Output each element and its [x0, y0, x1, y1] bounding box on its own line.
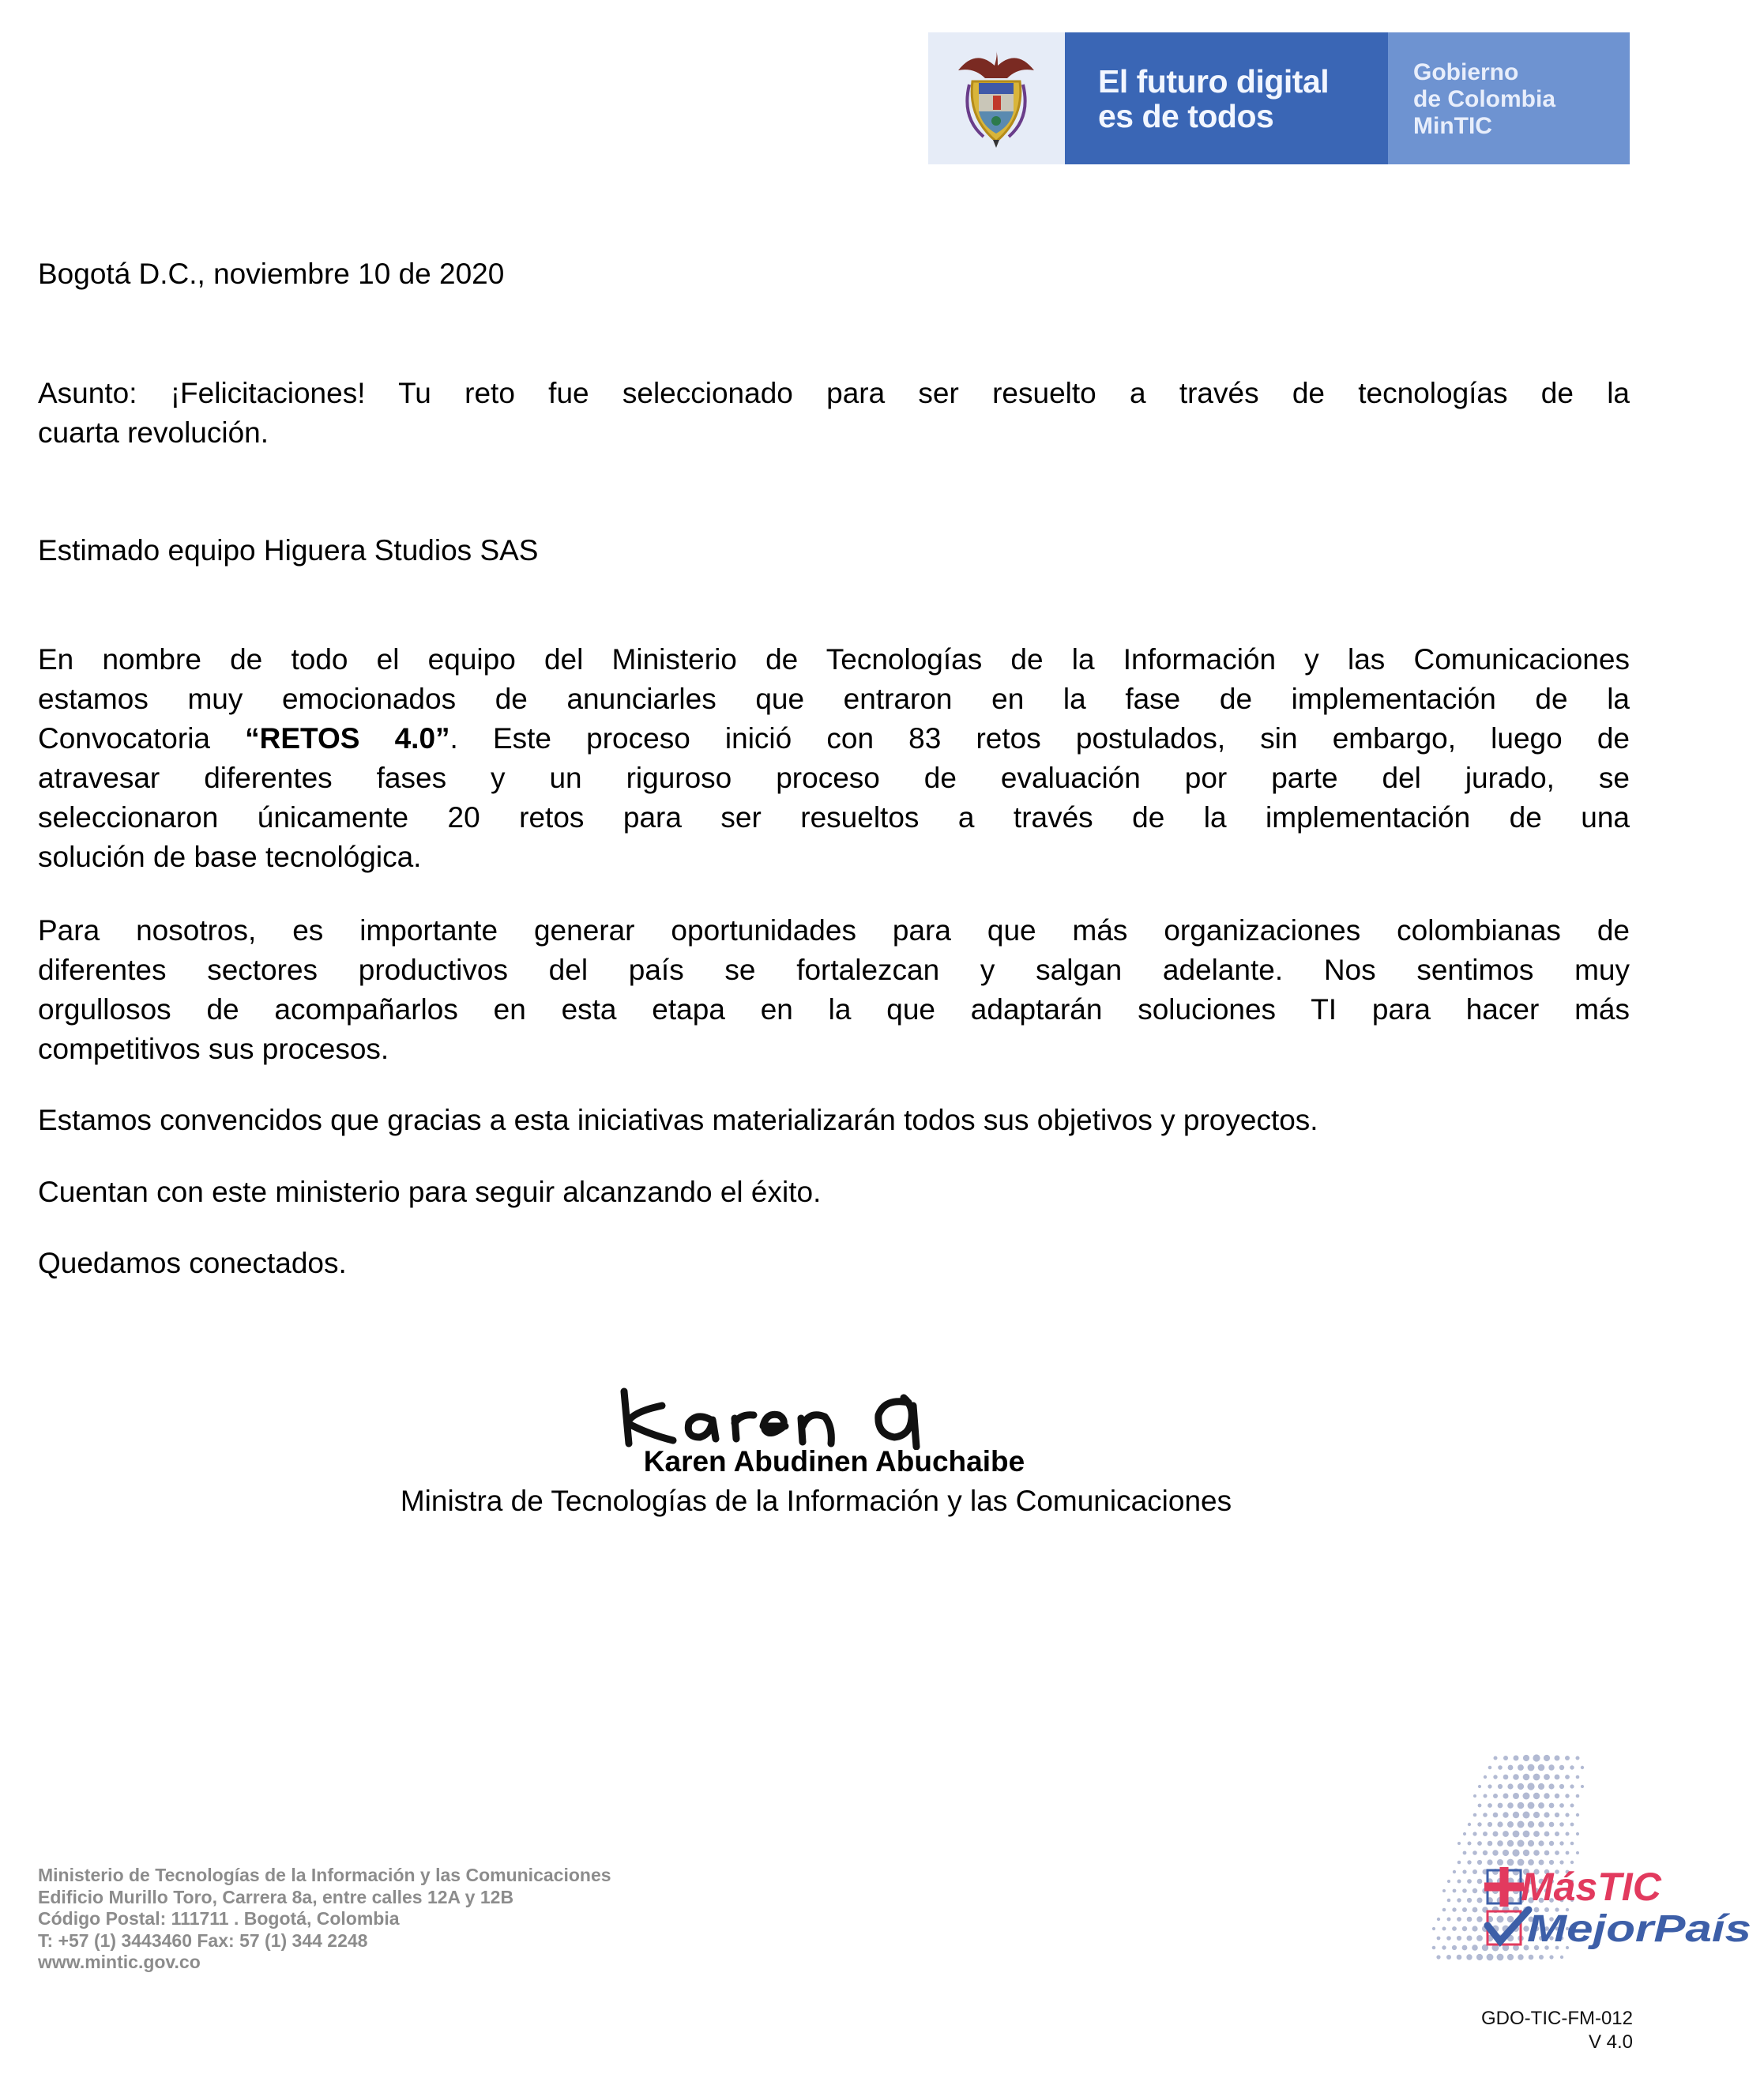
halftone-dot — [1457, 1917, 1461, 1922]
halftone-dot — [1528, 1840, 1534, 1847]
signer-name: Karen Abudinen Abuchaibe — [643, 1445, 1025, 1478]
signer-title: Ministra de Tecnologías de la Información y las Comunicaciones — [400, 1485, 1232, 1517]
halftone-dot — [1544, 1774, 1550, 1780]
halftone-dot — [1492, 1850, 1498, 1855]
halftone-dot — [1442, 1908, 1446, 1912]
halftone-dot — [1503, 1794, 1509, 1799]
halftone-dot — [1544, 1755, 1550, 1761]
halftone-dot — [1528, 1764, 1535, 1771]
halftone-dot — [1538, 1802, 1544, 1809]
halftone-dot — [1555, 1775, 1560, 1780]
closing: Quedamos conectados. — [38, 1247, 347, 1279]
halftone-dot — [1512, 1849, 1519, 1856]
paragraph-3: Estamos convencidos que gracias a esta iniciativas materializarán todos sus objetivos y proyectos. — [38, 1104, 1318, 1136]
halftone-dot — [1518, 1821, 1525, 1828]
halftone-dot — [1442, 1889, 1446, 1892]
halftone-dot — [1559, 1822, 1564, 1827]
halftone-dot — [1538, 1840, 1544, 1846]
halftone-dot — [1498, 1765, 1503, 1770]
halftone-dot — [1462, 1888, 1467, 1893]
halftone-dot — [1559, 1765, 1564, 1770]
halftone-dot — [1538, 1764, 1545, 1771]
halftone-dot — [1483, 1813, 1488, 1817]
halftone-dot — [1487, 1954, 1494, 1961]
halftone-dot — [1581, 1766, 1584, 1769]
halftone-dot — [1570, 1804, 1574, 1808]
halftone-dot — [1477, 1860, 1482, 1865]
retos-bold: “RETOS 4.0” — [245, 722, 450, 755]
halftone-dot — [1462, 1869, 1466, 1873]
halftone-dot — [1468, 1842, 1472, 1846]
halftone-dot — [1559, 1784, 1564, 1789]
halftone-dot — [1503, 1812, 1508, 1817]
halftone-dot — [1432, 1946, 1436, 1950]
halftone-dot — [1559, 1841, 1563, 1845]
halftone-dot — [1494, 1756, 1498, 1760]
halftone-dot — [1476, 1935, 1483, 1941]
halftone-dot — [1462, 1926, 1467, 1931]
form-code-block — [1481, 2007, 1633, 2054]
halftone-dot — [1533, 1793, 1540, 1799]
halftone-dot — [1493, 1832, 1499, 1837]
halftone-dot — [1473, 1832, 1476, 1835]
halftone-dot — [1498, 1803, 1503, 1809]
paragraph-1-line: atravesar diferentes fases y un riguroso proceso de evaluación por parte del jurado, se — [38, 762, 1630, 794]
halftone-dot — [1457, 1936, 1461, 1941]
slogan-line-2: es de todos — [1098, 98, 1274, 134]
halftone-dot — [1581, 1785, 1584, 1788]
halftone-dot — [1555, 1756, 1560, 1761]
halftone-dot — [1437, 1937, 1441, 1941]
halftone-dot — [1528, 1821, 1534, 1828]
footer-line: Edificio Murillo Toro, Carrera 8a, entre calles 12A y 12B — [38, 1886, 514, 1907]
halftone-dot — [1473, 1888, 1477, 1893]
halftone-dot — [1468, 1823, 1471, 1826]
paragraph-1-line — [38, 719, 1630, 759]
halftone-dot — [1483, 1850, 1488, 1855]
halftone-dot — [1442, 1927, 1446, 1931]
ministry-footer — [38, 1865, 611, 1974]
halftone-dot — [1462, 1945, 1468, 1951]
mastic-text: MásTIC — [1521, 1865, 1661, 1909]
subject-line-1: Asunto: ¡Felicitaciones! Tu reto fue seleccionado para ser resuelto a través de tecnologías de la — [38, 377, 1630, 409]
government-text — [1413, 59, 1555, 140]
halftone-dot — [1518, 1764, 1524, 1771]
halftone-dot — [1507, 1954, 1514, 1960]
halftone-dot — [1533, 1850, 1540, 1856]
halftone-dot — [1457, 1861, 1461, 1865]
halftone-dot — [1565, 1813, 1569, 1817]
halftone-dot — [1484, 1775, 1487, 1779]
halftone-dot — [1497, 1916, 1504, 1923]
paragraph-2-line: orgullosos de acompañarlos en esta etapa en la que adaptarán soluciones TI para hacer más — [38, 993, 1630, 1026]
halftone-dot — [1548, 1783, 1554, 1789]
government-panel — [1388, 32, 1630, 164]
coat-of-arms-panel — [928, 32, 1065, 164]
halftone-dot — [1507, 1783, 1513, 1789]
halftone-dot — [1518, 1802, 1525, 1809]
gov-line-1: Gobierno — [1413, 59, 1519, 85]
mastic-mejor-pais-logo — [1418, 1742, 1758, 1979]
halftone-dot — [1518, 1954, 1523, 1960]
halftone-dot — [1544, 1832, 1550, 1837]
halftone-dot — [1452, 1907, 1456, 1911]
halftone-dot — [1503, 1850, 1509, 1856]
halftone-dot — [1467, 1898, 1472, 1903]
halftone-dot — [1446, 1936, 1451, 1941]
halftone-dot — [1488, 1803, 1492, 1808]
halftone-dot — [1497, 1840, 1503, 1847]
halftone-dot — [1570, 1765, 1574, 1769]
halftone-dot — [1488, 1766, 1492, 1770]
halftone-dot — [1570, 1823, 1574, 1827]
halftone-dot — [1523, 1812, 1530, 1819]
halftone-dot — [1463, 1832, 1466, 1835]
halftone-dot — [1467, 1936, 1473, 1941]
halftone-dot — [1493, 1775, 1497, 1779]
halftone-dot — [1538, 1783, 1544, 1790]
halftone-dot — [1488, 1784, 1491, 1788]
halftone-dot — [1447, 1899, 1451, 1903]
halftone-dot — [1473, 1794, 1476, 1798]
paragraph-2-line: diferentes sectores productivos del país se fortalezcan y salgan adelante. Nos sentimos muy — [38, 954, 1630, 986]
halftone-dot — [1513, 1774, 1519, 1780]
halftone-dot — [1533, 1831, 1540, 1837]
halftone-dot — [1560, 1956, 1563, 1959]
halftone-dot — [1566, 1832, 1570, 1836]
halftone-dot — [1513, 1812, 1519, 1818]
halftone-dot — [1467, 1860, 1471, 1864]
halftone-dot — [1507, 1916, 1514, 1923]
halftone-dot — [1487, 1859, 1492, 1865]
halftone-dot — [1477, 1898, 1483, 1903]
form-version: V 4.0 — [1588, 2031, 1633, 2053]
halftone-dot — [1478, 1804, 1482, 1808]
halftone-dot — [1566, 1851, 1570, 1855]
halftone-dot — [1447, 1880, 1450, 1883]
gov-line-3: MinTIC — [1413, 113, 1492, 139]
halftone-dot — [1473, 1850, 1477, 1855]
subject-line-2: cuarta revolución. — [38, 416, 269, 449]
halftone-dot — [1483, 1832, 1488, 1836]
halftone-dot — [1555, 1794, 1559, 1798]
halftone-dot — [1555, 1850, 1559, 1855]
halftone-dot — [1548, 1764, 1554, 1770]
halftone-dot — [1533, 1754, 1540, 1761]
halftone-dot — [1476, 1954, 1483, 1960]
halftone-dot — [1507, 1840, 1514, 1847]
halftone-dot — [1549, 1955, 1553, 1959]
halftone-dot — [1442, 1945, 1446, 1949]
halftone-dot — [1523, 1850, 1529, 1856]
halftone-dot — [1523, 1793, 1530, 1800]
halftone-dot — [1436, 1955, 1440, 1959]
halftone-dot — [1523, 1755, 1529, 1761]
halftone-dot — [1555, 1832, 1559, 1836]
handwritten-signature — [600, 1371, 1011, 1450]
halftone-dot — [1507, 1802, 1514, 1809]
halftone-dot — [1452, 1926, 1457, 1931]
halftone-dot — [1467, 1879, 1472, 1884]
halftone-dot — [1565, 1794, 1569, 1798]
convocatoria-text: Convocatoria — [38, 722, 246, 755]
form-code: GDO-TIC-FM-012 — [1481, 2008, 1633, 2029]
paragraph-1-line-3-rest: . Este proceso inició con 83 retos postulados, sin embargo, luego de — [449, 722, 1630, 755]
halftone-dot — [1477, 1841, 1482, 1846]
halftone-dot — [1457, 1842, 1461, 1845]
halftone-dot — [1503, 1756, 1508, 1760]
halftone-dot — [1513, 1831, 1520, 1838]
halftone-dot — [1473, 1813, 1477, 1817]
paragraph-1-line: En nombre de todo el equipo del Ministerio de Tecnologías de la Información y las Comunicaciones — [38, 643, 1630, 676]
halftone-dot — [1478, 1785, 1481, 1788]
halftone-dot — [1453, 1889, 1457, 1893]
halftone-dot — [1533, 1812, 1540, 1818]
halftone-dot — [1447, 1918, 1451, 1922]
paragraph-2-line: competitivos sus procesos. — [38, 1033, 389, 1065]
halftone-dot — [1488, 1841, 1493, 1847]
halftone-dot — [1565, 1775, 1570, 1779]
mejor-pais-text: MejorPaís — [1527, 1908, 1751, 1950]
halftone-dot — [1565, 1756, 1570, 1760]
halftone-dot — [1488, 1822, 1492, 1827]
halftone-dot — [1446, 1955, 1451, 1960]
halftone-dot — [1507, 1821, 1514, 1828]
halftone-dot — [1518, 1840, 1525, 1847]
halftone-dot — [1523, 1831, 1530, 1838]
halftone-dot — [1544, 1850, 1550, 1856]
halftone-dot — [1432, 1927, 1435, 1930]
slogan-text — [1098, 64, 1329, 134]
halftone-dot — [1462, 1907, 1467, 1912]
halftone-dot — [1473, 1907, 1478, 1913]
halftone-dot — [1570, 1784, 1574, 1788]
footer-line: Ministerio de Tecnologías de la Información y las Comunicaciones — [38, 1865, 611, 1885]
paragraph-1-line: seleccionaron únicamente 20 retos para ser resueltos a través de la implementación de una — [38, 801, 1630, 834]
footer-line: Código Postal: 111711 . Bogotá, Colombia — [38, 1908, 400, 1929]
halftone-dot — [1477, 1822, 1481, 1826]
gov-line-2: de Colombia — [1413, 86, 1556, 112]
halftone-dot — [1497, 1954, 1504, 1961]
halftone-dot — [1518, 1783, 1524, 1790]
footer-link[interactable]: www.mintic.gov.co — [38, 1952, 201, 1972]
halftone-dot — [1576, 1794, 1580, 1798]
halftone-dot — [1503, 1775, 1509, 1780]
halftone-dot — [1503, 1831, 1509, 1837]
halftone-dot — [1513, 1793, 1519, 1799]
halftone-dot — [1457, 1880, 1461, 1884]
halftone-dot — [1477, 1879, 1483, 1884]
halftone-dot — [1544, 1812, 1549, 1817]
halftone-dot — [1497, 1821, 1503, 1827]
halftone-dot — [1466, 1954, 1472, 1960]
halftone-dot — [1528, 1802, 1535, 1809]
halftone-dot — [1497, 1859, 1503, 1865]
halftone-dot — [1559, 1860, 1563, 1864]
halftone-dot — [1576, 1851, 1579, 1854]
paragraph-1-line: estamos muy emocionados de anunciarles que entraron en la fase de implementación de la — [38, 683, 1630, 715]
paragraph-2-line: Para nosotros, es importante generar oportunidades para que más organizaciones colombianas de — [38, 914, 1630, 947]
halftone-dot — [1507, 1859, 1514, 1866]
halftone-dot — [1463, 1851, 1467, 1855]
halftone-dot — [1452, 1945, 1457, 1950]
halftone-dot — [1576, 1775, 1580, 1779]
halftone-dot — [1493, 1813, 1499, 1818]
halftone-dot — [1549, 1841, 1554, 1846]
halftone-dot — [1559, 1803, 1564, 1808]
paragraph-4: Cuentan con este ministerio para seguir alcanzando el éxito. — [38, 1176, 822, 1208]
paragraph-1-line: solución de base tecnológica. — [38, 841, 422, 873]
halftone-dot — [1570, 1861, 1574, 1864]
halftone-dot — [1529, 1955, 1534, 1960]
halftone-dot — [1472, 1945, 1478, 1951]
letter-date: Bogotá D.C., noviembre 10 de 2020 — [38, 258, 505, 290]
halftone-dot — [1533, 1774, 1540, 1781]
halftone-dot — [1473, 1869, 1477, 1874]
footer-line: T: +57 (1) 3443460 Fax: 57 (1) 344 2248 — [38, 1929, 368, 1951]
halftone-dot — [1539, 1955, 1544, 1960]
halftone-dot — [1453, 1870, 1456, 1873]
halftone-dot — [1576, 1756, 1580, 1760]
halftone-dot — [1549, 1803, 1555, 1809]
mintic-header-banner — [928, 32, 1630, 164]
halftone-dot — [1467, 1917, 1473, 1922]
halftone-dot — [1437, 1918, 1440, 1921]
halftone-dot — [1570, 1842, 1574, 1846]
greeting: Estimado equipo Higuera Studios SAS — [38, 534, 539, 567]
halftone-dot — [1498, 1784, 1503, 1789]
slogan-line-1: El futuro digital — [1098, 63, 1330, 100]
halftone-dot — [1484, 1794, 1488, 1798]
halftone-dot — [1457, 1898, 1461, 1902]
colombia-coat-of-arms-icon — [952, 47, 1040, 149]
halftone-dot — [1538, 1821, 1544, 1828]
halftone-dot — [1549, 1822, 1555, 1828]
halftone-dot — [1576, 1832, 1579, 1835]
halftone-dot — [1457, 1955, 1462, 1960]
halftone-dot — [1555, 1813, 1559, 1817]
halftone-dot — [1514, 1756, 1519, 1761]
halftone-dot — [1527, 1783, 1534, 1790]
halftone-dot — [1476, 1916, 1482, 1922]
halftone-dot — [1544, 1793, 1549, 1798]
slogan-panel — [1065, 32, 1388, 164]
halftone-dot — [1508, 1765, 1514, 1771]
halftone-dot — [1493, 1794, 1498, 1798]
halftone-dot — [1472, 1926, 1477, 1931]
halftone-dot — [1523, 1774, 1530, 1781]
halftone-dot — [1576, 1813, 1579, 1817]
